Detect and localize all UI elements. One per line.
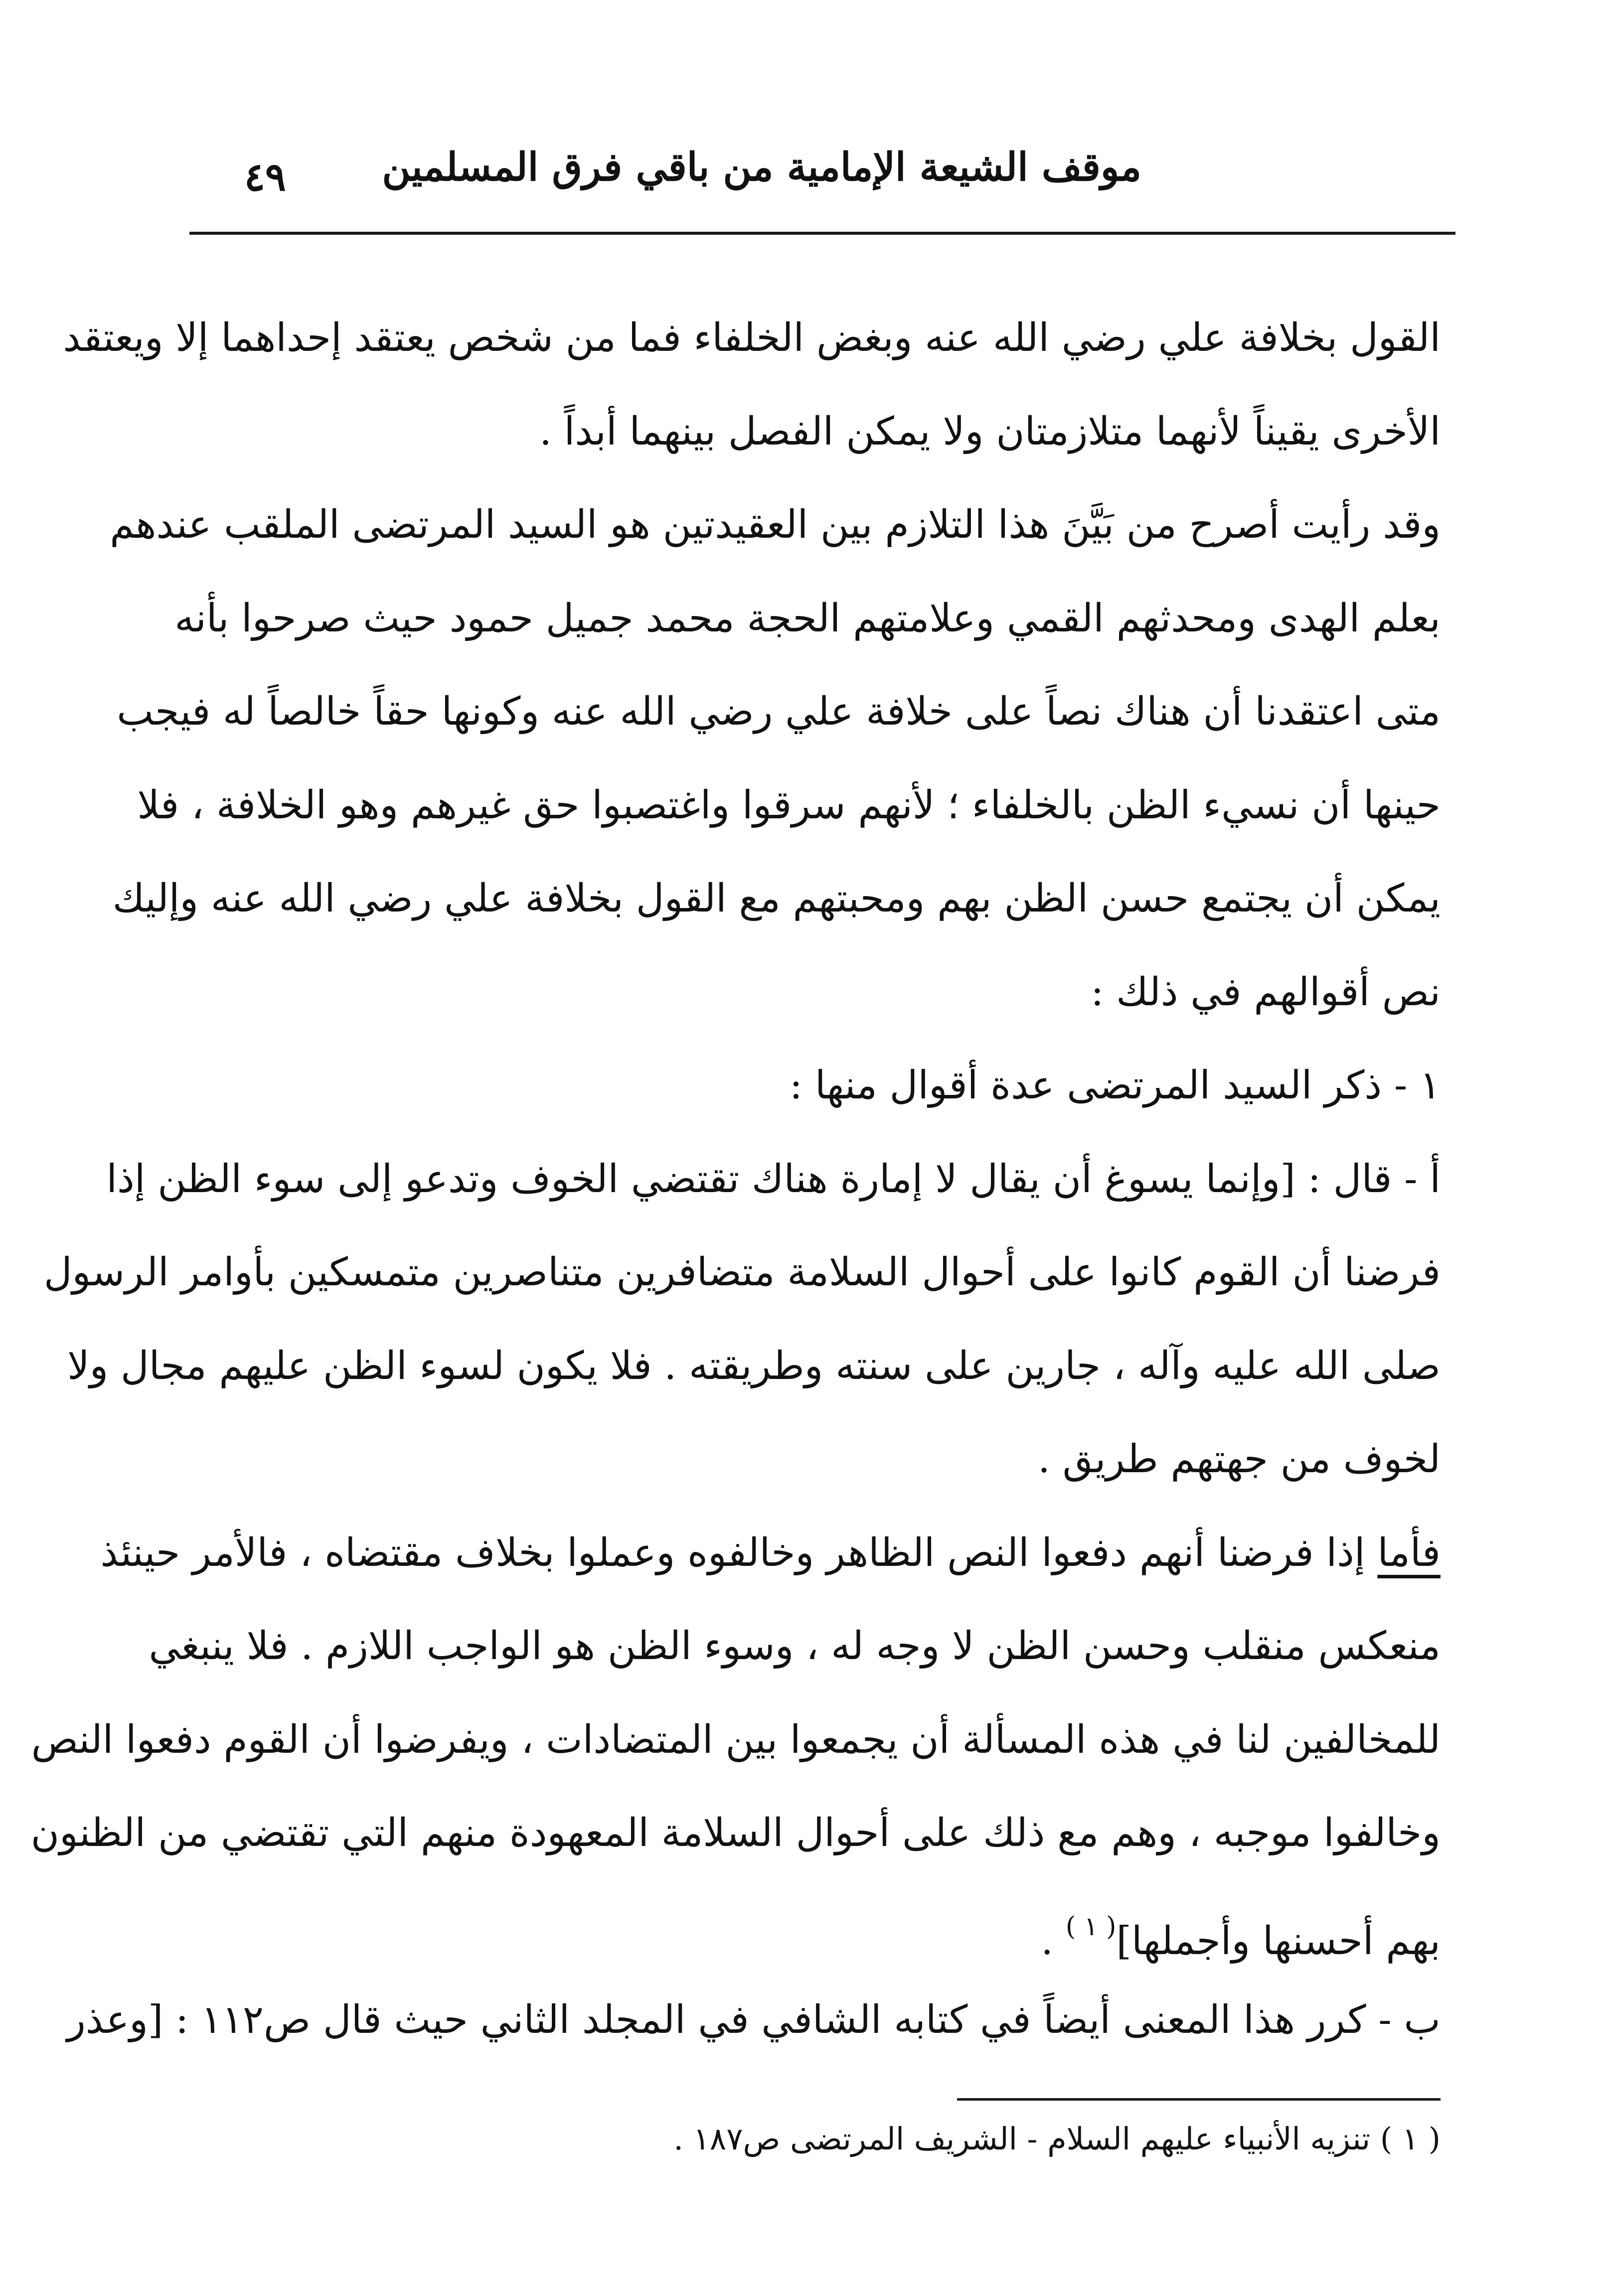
text-line: منعكس منقلب وحسن الظن لا وجه له ، وسوء الظن هو الواجب اللازم . فلا ينبغي [149,1624,1441,1669]
running-header [189,135,1455,214]
text-line [214,1880,1441,1974]
footnote-rule [957,2098,1441,2101]
running-header-title: موقف الشيعة الإمامية من باقي فرق المسلمين [382,145,1141,190]
page-number: ٤٩ [244,154,286,200]
text-line: متى اعتقدنا أن هناك نصاً على خلافة علي رضي الله عنه وكونها حقاً خالصاً له فيجب [117,689,1441,734]
text-line: نص أقوالهم في ذلك : [1091,969,1441,1015]
text-line: ١ - ذكر السيد المرتضى عدة أقوال منها : [789,1063,1441,1108]
text-line-body: بهم أحسنها وأجملها] [1116,1918,1441,1964]
text-line: الأخرى يقيناً لأنهما متلازمتان ولا يمكن الفصل بينهما أبداً . [539,409,1441,454]
text-line: صلى الله عليه وآله ، جارين على سنته وطريقته . فلا يكون لسوء الظن عليهم مجال ولا [67,1343,1441,1388]
text-line-rest: إذا فرضنا أنهم دفعوا النص الظاهر وخالفوه وعملوا بخلاف مقتضاه ، فالأمر حينئذ [100,1530,1365,1575]
line-end-period: . [1041,1918,1054,1964]
text-line: وقد رأيت أصرح من بَيَّنَ هذا التلازم بين العقيدتين هو السيد المرتضى الملقب عندهم [110,502,1441,547]
text-line: القول بخلافة علي رضي الله عنه وبغض الخلفاء فما من شخص يعتقد إحداهما إلا ويعتقد [63,315,1441,360]
text-line: بعلم الهدى ومحدثهم القمي وعلامتهم الحجة محمد جميل حمود حيث صرحوا بأنه [174,596,1441,641]
underlined-word: فأما [1377,1530,1441,1575]
header-rule [189,232,1455,235]
footnote-marker: ( ١ ) [1065,1911,1117,1942]
body-text [30,292,1441,2067]
text-line: ب - كرر هذا المعنى أيضاً في كتابه الشافي في المجلد الثاني حيث قال ص١١٢ : [وعذر [67,1997,1441,2042]
text-line: حينها أن نسيء الظن بالخلفاء ؛ لأنهم سرقوا واغتصبوا حق غيرهم وهو الخلافة ، فلا [137,782,1441,828]
text-line: فرضنا أن القوم كانوا على أحوال السلامة متضافرين متناصرين متمسكين بأوامر الرسول [43,1250,1441,1295]
text-line: للمخالفين لنا في هذه المسألة أن يجمعوا بين المتضادات ، ويفرضوا أن القوم دفعوا النص [31,1717,1441,1762]
footnote: ( ١ ) تنزيه الأنبياء عليهم السلام - الشريف المرتضى ص١٨٧ . [673,2121,1441,2157]
text-line [100,1507,1441,1600]
text-line: وخالفوا موجبه ، وهم مع ذلك على أحوال السلامة المعهودة منهم التي تقتضي من الظنون [30,1811,1441,1855]
text-line: يمكن أن يجتمع حسن الظن بهم ومحبتهم مع القول بخلافة علي رضي الله عنه وإليك [112,876,1441,921]
text-line: أ - قال : [وإنما يسوغ أن يقال لا إمارة هناك تقتضي الخوف وتدعو إلى سوء الظن إذا [106,1156,1441,1202]
text-line: لخوف من جهتهم طريق . [1038,1437,1441,1482]
